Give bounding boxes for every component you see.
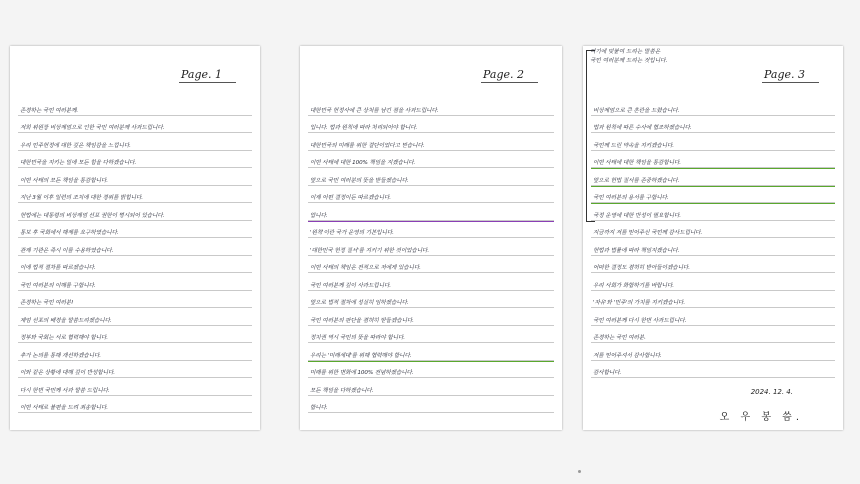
line-text: 법과 원칙에 따른 수사에 협조하겠습니다.: [593, 125, 692, 131]
line-text: 국민 여러분의 용서를 구합니다.: [593, 195, 669, 201]
page-number: Page. 3: [762, 68, 819, 83]
handwritten-page-1: [10, 46, 260, 430]
line-text: 국민 여러분께 깊이 사과드립니다.: [310, 282, 391, 289]
line-text: 다시 한번 국민께 사과 말씀 드립니다.: [20, 387, 110, 394]
text-line: [591, 256, 835, 274]
margin-note-line: 여기에 덧붙여 드리는 말씀은: [590, 49, 661, 55]
text-line: [591, 361, 835, 379]
line-text: 존경하는 국민 여러분께.: [20, 107, 79, 114]
signature: 오 우 봉 씀.: [719, 412, 803, 423]
line-text: 헌법과 법률에 따라 책임지겠습니다.: [593, 247, 680, 254]
handwritten-page-3: [583, 46, 843, 430]
text-line: [591, 203, 835, 221]
text-line: [591, 273, 835, 291]
line-text: 국민 여러분께 다시 한번 사과드립니다.: [593, 317, 687, 324]
line-text: 국정 운영에 대한 반성이 필요합니다.: [593, 212, 681, 219]
text-line: [591, 308, 835, 326]
line-text: 이에 법적 절차를 따르겠습니다.: [20, 265, 96, 271]
text-line: [591, 168, 835, 186]
page-1-lines: [18, 98, 252, 413]
text-line: [308, 343, 554, 361]
text-line: [308, 133, 554, 151]
line-text: 이번 사태의 모든 책임을 통감합니다.: [20, 177, 108, 184]
line-text: 대한민국 헌정사에 큰 상처를 남긴 점을 사과드립니다.: [310, 107, 439, 114]
line-text: 저희 위원장 비상계엄으로 인한 국민 여러분께 사과드립니다.: [20, 125, 165, 131]
text-line: [18, 221, 252, 239]
page-3-lines: [591, 98, 835, 378]
line-text: '원칙'이란 국가 운영의 기본입니다.: [310, 230, 394, 236]
text-line: [18, 116, 252, 134]
line-text: 앞으로 법적 절차에 성실히 임하겠습니다.: [310, 300, 409, 306]
text-line: [18, 291, 252, 309]
line-text: 이번 사태의 책임은 전적으로 저에게 있습니다.: [310, 265, 421, 271]
line-text: 이제 어떤 결정이든 따르겠습니다.: [310, 195, 391, 201]
text-line: [591, 221, 835, 239]
text-line: [308, 238, 554, 256]
text-line: [308, 221, 554, 239]
text-line: [308, 256, 554, 274]
text-line: [591, 238, 835, 256]
line-text: 존경하는 국민 여러분.: [593, 335, 646, 341]
text-line: [591, 343, 835, 361]
line-text: 모든 책임을 다하겠습니다.: [310, 387, 374, 394]
line-text: 이번 사태로 불편을 드려 죄송합니다.: [20, 405, 108, 411]
line-text: 비상계엄으로 큰 혼란을 드렸습니다.: [593, 107, 680, 114]
page-number: Page. 2: [481, 68, 538, 83]
text-line: [308, 378, 554, 396]
line-text: 헌법에는 대통령의 비상계엄 선포 권한이 명시되어 있습니다.: [20, 212, 165, 219]
text-line: [308, 168, 554, 186]
line-text: 우리 사회가 화합하기를 바랍니다.: [593, 282, 674, 289]
line-text: 통보 후 국회에서 해제를 요구하였습니다.: [20, 230, 119, 236]
line-text: 정치권 역시 국민의 뜻을 따라야 합니다.: [310, 335, 405, 341]
text-line: [18, 151, 252, 169]
text-line: [591, 133, 835, 151]
line-text: 앞으로 헌법 질서를 존중하겠습니다.: [593, 177, 680, 184]
text-line: [308, 186, 554, 204]
text-line: [308, 396, 554, 414]
text-line: [308, 98, 554, 116]
text-line: [18, 326, 252, 344]
line-text: 국민 여러분의 판단을 겸허히 받들겠습니다.: [310, 317, 414, 324]
line-text: 이번 사태에 대한 100% 책임을 지겠습니다.: [310, 160, 416, 166]
text-line: [18, 308, 252, 326]
line-text: 우리 민주헌정에 대한 깊은 책임감을 느낍니다.: [20, 142, 131, 149]
stray-mark: [578, 470, 581, 473]
line-text: 압니다.: [310, 212, 328, 219]
letter-date: 2024. 12. 4.: [750, 388, 793, 396]
text-line: [591, 186, 835, 204]
line-text: 감사합니다.: [593, 370, 622, 376]
text-line: [591, 151, 835, 169]
text-line: [308, 116, 554, 134]
text-line: [18, 256, 252, 274]
margin-note-line: 국민 여러분께 드리는 것입니다.: [590, 58, 668, 64]
text-line: [308, 308, 554, 326]
text-line: [18, 168, 252, 186]
line-text: 지난 3월 이후 일련의 조치에 대한 경위를 밝힙니다.: [20, 195, 143, 201]
text-line: [308, 291, 554, 309]
line-text: 국민께 드린 약속을 지키겠습니다.: [593, 142, 674, 149]
margin-bracket: [586, 50, 595, 222]
text-line: [18, 186, 252, 204]
line-text: 어떠한 결정도 겸허히 받아들이겠습니다.: [593, 265, 690, 271]
text-line: [591, 98, 835, 116]
margin-note: [590, 48, 667, 66]
line-text: 대한민국을 지키는 일에 모든 힘을 다하겠습니다.: [20, 160, 137, 166]
line-text: 미래를 위한 변화에 100% 전념하겠습니다.: [310, 370, 414, 376]
line-text: 앞으로 국민 여러분의 뜻을 받들겠습니다.: [310, 177, 409, 184]
page-number: Page. 1: [179, 68, 236, 83]
line-text: 대한민국의 미래를 위한 결단이었다고 믿습니다.: [310, 142, 425, 149]
line-text: 합니다.: [310, 405, 328, 411]
line-text: 추가 논의를 통해 개선하겠습니다.: [20, 352, 101, 359]
text-line: [18, 203, 252, 221]
line-text: 존경하는 국민 여러분!: [20, 300, 74, 306]
text-line: [18, 133, 252, 151]
text-line: [308, 326, 554, 344]
line-text: 계엄 선포의 배경을 말씀드리겠습니다.: [20, 317, 112, 324]
text-line: [308, 203, 554, 221]
text-line: [591, 326, 835, 344]
text-line: [18, 238, 252, 256]
line-text: '대한민국 헌정 질서'를 지키기 위한 것이었습니다.: [310, 247, 430, 254]
text-line: [308, 273, 554, 291]
text-line: [308, 361, 554, 379]
line-text: 지금까지 저를 믿어주신 국민께 감사드립니다.: [593, 230, 703, 236]
text-line: [18, 361, 252, 379]
line-text: 이번 사태에 대한 책임을 통감합니다.: [593, 160, 681, 166]
line-text: 이와 같은 상황에 대해 깊이 반성합니다.: [20, 370, 115, 376]
line-text: 정부와 국회는 서로 협력해야 합니다.: [20, 335, 108, 341]
line-text: 우리는 '미래세대'를 위해 협력해야 합니다.: [310, 352, 412, 359]
text-line: [18, 396, 252, 414]
line-text: 관계 기관은 즉시 이를 수용하였습니다.: [20, 247, 114, 254]
text-line: [18, 98, 252, 116]
text-line: [18, 378, 252, 396]
line-text: 저를 믿어주셔서 감사합니다.: [593, 352, 662, 359]
line-text: '자유'와 '민주'의 가치를 지키겠습니다.: [593, 300, 686, 306]
line-text: 입니다. 법과 원칙에 따라 처리되어야 합니다.: [310, 125, 418, 131]
line-text: 국민 여러분의 이해를 구합니다.: [20, 282, 96, 289]
handwritten-page-2: [300, 46, 562, 430]
text-line: [591, 291, 835, 309]
text-line: [18, 343, 252, 361]
page-2-lines: [308, 98, 554, 413]
text-line: [18, 273, 252, 291]
text-line: [591, 116, 835, 134]
text-line: [308, 151, 554, 169]
